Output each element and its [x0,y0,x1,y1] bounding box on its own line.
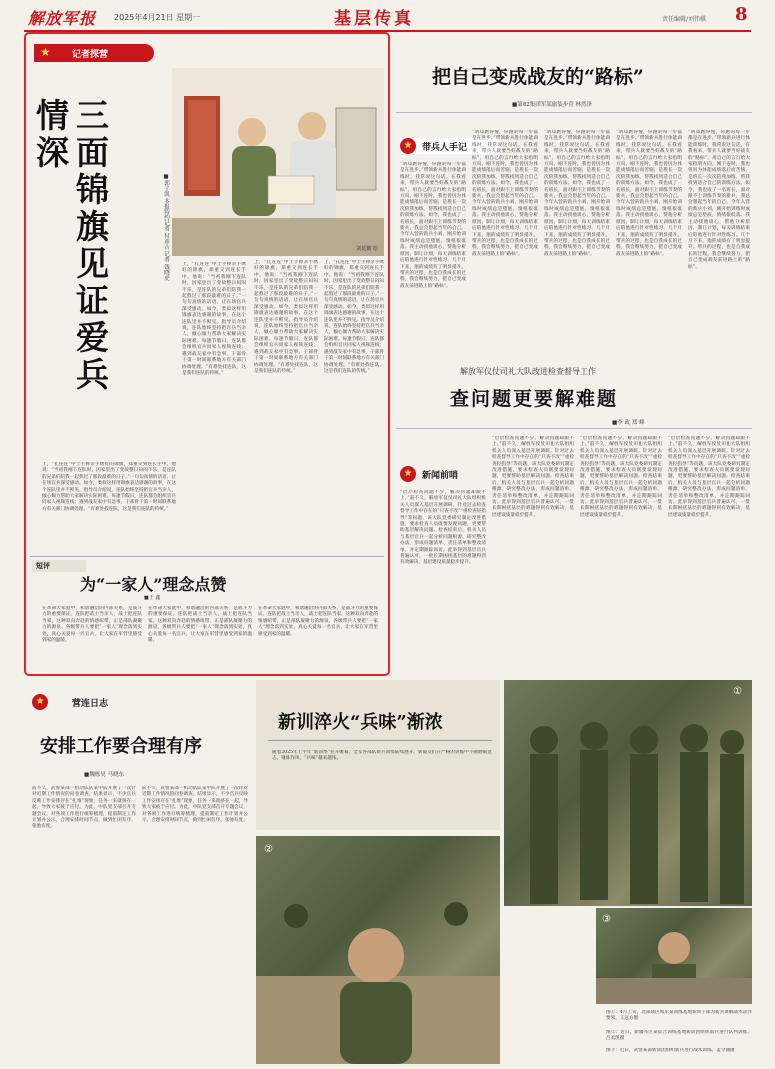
illustration-credit: 刘延鹏 绘 [356,246,378,252]
special-byline: ■李 政 郑 峰 [612,420,645,426]
special-body-col3: “层层检查问题不少，解决问题却跟不上。”前不久，解放军仪仗司礼大队组织机关人员深入基层开展调研。针对过去检查督导工作中存在的“只查不改”“重检查轻指导”等问题，该大队党委研究制定改进措施，要求检查人员既要发现问题，更要帮助基层解决问题。检查结束后，机关人员与基层官兵一起分析问题根源、研究整改办法，形成问题清单、责任清单和整改清单，并定期跟踪回访。此举得到基层官兵普遍认可，一批长期困扰基层的难题得到有效解决，基层建设质量稳步提升。 [580,436,662,518]
newspaper-logo: 解放军报 [28,9,97,28]
special-article [396,356,752,676]
left-body-col2: 上，“孔连连”中士手捧亲手绣好的锦旗，郑重交到连长手中。他说：“当初我刚下连队时，因家里出了变故整日闷闷不乐，是连队的兄弟们陪我一起熬过了那段最难的日子。”一句句真情的话语，让在场官兵深受感动。如今，类似这样用锦旗表达感谢的故事，在这个连队里并不鲜见。指导员介绍说，连队始终坚持把官兵当亲人，倾心倾力帮助大家解决实际困难。每逢节假日，连队都会组织官兵同家人视频连线；遇到战友家中有急事，干部骨干第一时间联系地方有关部门协调处理。“有难处找连队，这是我们连队的传统。” [254,260,318,374]
commentary-divider [30,556,384,557]
masthead [0,0,775,36]
camp-diary-body-col1: 前不久，武警某部一机动队队某中队开展了一次针对近期工作情况的问卷调查。结果显示，不少官兵反映工作安排存在“扎堆”现象，任务一来就挤在一起，导致大家疲于应付。为此，中队党支部召开专题会议，对各项工作进行统筹梳理，提前制定工作计划并公示，合理安排时间节点，做到忙闲有序、张弛有度。 [32,786,136,830]
photo-story-intro: 随着2025年上半年“新训季”拉开帷幕，全军各部队新兵训练陆续展开。新战友们在严格的训练中不断磨砺意志、锤炼作风，“兵味”越来越浓。 [272,750,492,762]
feature-body-col1: “明知跑得慢，你跑的每一步都是在进步。”带领新兵进行体能训练时，我常说这句话。在我看来，带兵人就要当好战友的“路标”，用自己的言行给大家指明方向。刚下连时，我也曾因为体能成绩落后而苦恼，是班长一次次陪我加练，帮我找到适合自己的训练方法。如今，我也成了一名班长，面对跟不上训练节奏的新兵，我总会想起当年的自己。今年入营的新兵小刘，刚开始训练时成绩总是垫底，情绪很低落。我主动找他谈心，帮他分析原因、制订计划，每天训练结束后陪他进行针对性练习。几个月下来，他的成绩有了明显提升。带兵的过程，也是自我成长的过程。我会继续努力，把自己变成战友前进路上的“路标”。 [400,162,466,289]
special-headline: 查问题更要解难题 [450,388,619,410]
training-photo-3 [596,908,752,1004]
star-icon: ★ [400,138,416,154]
feature-byline: ■第82集团军某旅装步营 林然泽 [512,102,592,108]
masthead-rule [24,30,751,32]
camp-diary-byline: ■魏栋昊 马晓东 [84,772,124,778]
photo-number-1: ① [733,686,742,697]
star-icon: ★ [400,466,416,482]
feature-label: ★ 带兵人手记 [400,138,500,154]
section-title: 基层传真 [334,9,414,29]
star-icon: ★ [32,694,48,710]
commentary-label: 短评 [32,560,86,572]
commentary-headline: 为“一家人”理念点赞 [80,575,227,594]
special-body-col4: “层层检查问题不少，解决问题却跟不上。”前不久，解放军仪仗司礼大队组织机关人员深入基层开展调研。针对过去检查督导工作中存在的“只查不改”“重检查轻指导”等问题，该大队党委研究制定改进措施，要求检查人员既要发现问题，更要帮助基层解决问题。检查结束后，机关人员与基层官兵一起分析问题根源、研究整改办法，形成问题清单、责任清单和整改清单，并定期跟踪回访。此举得到基层官兵普遍认可，一批长期困扰基层的难题得到有效解决，基层建设质量稳步提升。 [668,436,750,518]
caption-1: 图①：4月上旬，北部战区海军某训练基地新训干部为新兵讲解战术动作要领。王远方摄 [606,1010,752,1022]
issue-date: 2025年4月21日 星期一 [114,13,201,22]
photo-story-headline: 新训淬火“兵味”渐浓 [278,712,443,733]
photo-number-3: ③ [602,914,611,925]
photo-story-rule [268,740,492,741]
star-icon: ★ [40,45,51,59]
soldier-illustration [172,68,384,256]
special-kicker: 解放军仪仗司礼大队改进检查督导工作 [460,367,596,376]
feature-headline: 把自己变成战友的“路标” [432,66,644,88]
feature-rule [396,112,752,113]
feature-body-col4: “明知跑得慢，你跑的每一步都是在进步。”带领新兵进行体能训练时，我常说这句话。在我看来，带兵人就要当好战友的“路标”，用自己的言行给大家指明方向。刚下连时，我也曾因为体能成绩落后而苦恼，是班长一次次陪我加练，帮我找到适合自己的训练方法。如今，我也成了一名班长，面对跟不上训练节奏的新兵，我总会想起当年的自己。今年入营的新兵小刘，刚开始训练时成绩总是垫底，情绪很低落。我主动找他谈心，帮他分析原因、制订计划，每天训练结束后陪他进行针对性练习。几个月下来，他的成绩有了明显提升。带兵的过程，也是自我成长的过程。我会继续努力，把自己变成战友前进路上的“路标”。 [616,130,682,257]
commentary-body-col1: 在革命大家庭中，和谐融洽的内部关系，是战斗力的重要保证。连队把战士当亲人，战士把连队当家，这种双向奔赴的情感纽带，正是部队凝聚力的源泉。各级带兵人要把“一家人”理念落到实处，真心关爱每一名官兵，让大家在军营里感受到家的温暖。 [42,606,142,644]
left-headline: 三面锦旗见证爱兵情深 [31,98,110,394]
caption-3: 图③：近日，武警某部新训团组织新兵进行战术训练。孟令涵摄 [606,1048,735,1053]
feature-body-col3: “明知跑得慢，你跑的每一步都是在进步。”带领新兵进行体能训练时，我常说这句话。在我看来，带兵人就要当好战友的“路标”，用自己的言行给大家指明方向。刚下连时，我也曾因为体能成绩落后而苦恼，是班长一次次陪我加练，帮我找到适合自己的训练方法。如今，我也成了一名班长，面对跟不上训练节奏的新兵，我总会想起当年的自己。今年入营的新兵小刘，刚开始训练时成绩总是垫底，情绪很低落。我主动找他谈心，帮他分析原因、制订计划，每天训练结束后陪他进行针对性练习。几个月下来，他的成绩有了明显提升。带兵的过程，也是自我成长的过程。我会继续努力，把自己变成战友前进路上的“路标”。 [544,130,610,257]
feature-article [396,34,752,394]
photo-story [256,680,752,1064]
camp-diary-article [26,686,252,1064]
caption-2: 图②：近日，新疆军区某综合训练基地新训团组织新兵进行队列训练。吕丞凯摄 [606,1030,752,1042]
special-body-col1: “层层检查问题不少，解决问题却跟不上。”前不久，解放军仪仗司礼大队组织机关人员深入基层开展调研。针对过去检查督导工作中存在的“只查不改”“重检查轻指导”等问题，该大队党委研究制定改进措施，要求检查人员既要发现问题，更要帮助基层解决问题。检查结束后，机关人员与基层官兵一起分析问题根源、研究整改办法，形成问题清单、责任清单和整改清单，并定期跟踪回访。此举得到基层官兵普遍认可，一批长期困扰基层的难题得到有效解决，基层建设质量稳步提升。 [400,490,486,566]
photo-number-2: ② [264,844,273,855]
editor-credit: 责任编辑/刘伟棋 [662,16,707,23]
special-label: ★ 新闻前哨 [400,466,500,482]
left-body-col1: 上，“孔连连”中士手捧亲手绣好的锦旗，郑重交到连长手中。他说：“当初我刚下连队时，因家里出了变故整日闷闷不乐，是连队的兄弟们陪我一起熬过了那段最难的日子。”一句句真情的话语，让在场官兵深受感动。如今，类似这样用锦旗表达感谢的故事，在这个连队里并不鲜见。指导员介绍说，连队始终坚持把官兵当亲人，倾心倾力帮助大家解决实际困难。每逢节假日，连队都会组织官兵同家人视频连线；遇到战友家中有急事，干部骨干第一时间联系地方有关部门协调处理。“有难处找连队，这是我们连队的传统。” [182,262,246,376]
left-body-col0: 上，“孔连连”中士手捧亲手绣好的锦旗，郑重交到连长手中。他说：“当初我刚下连队时，因家里出了变故整日闷闷不乐，是连队的兄弟们陪我一起熬过了那段最难的日子。”一句句真情的话语，让在场官兵深受感动。如今，类似这样用锦旗表达感谢的故事，在这个连队里并不鲜见。指导员介绍说，连队始终坚持把官兵当亲人，倾心倾力帮助大家解决实际困难。每逢节假日，连队都会组织官兵同家人视频连线；遇到战友家中有急事，干部骨干第一时间联系地方有关部门协调处理。“有难处找连队，这是我们连队的传统。” [42,462,176,512]
special-rule [396,428,752,429]
photo-captions [506,908,592,1064]
left-byline: ■郭子凯 本报特约记者 付彦吉 记者 钱晓虎 [163,174,169,281]
camp-diary-label: ★ 营连日志 [32,694,142,710]
commentary-body-col2: 在革命大家庭中，和谐融洽的内部关系，是战斗力的重要保证。连队把战士当亲人，战士把连队当家，这种双向奔赴的情感纽带，正是部队凝聚力的源泉。各级带兵人要把“一家人”理念落到实处，真心关爱每一名官兵，让大家在军营里感受到家的温暖。 [148,606,252,644]
training-photo-1 [504,680,752,906]
special-body-col2: “层层检查问题不少，解决问题却跟不上。”前不久，解放军仪仗司礼大队组织机关人员深入基层开展调研。针对过去检查督导工作中存在的“只查不改”“重检查轻指导”等问题，该大队党委研究制定改进措施，要求检查人员既要发现问题，更要帮助基层解决问题。检查结束后，机关人员与基层官兵一起分析问题根源、研究整改办法，形成问题清单、责任清单和整改清单，并定期跟踪回访。此举得到基层官兵普遍认可，一批长期困扰基层的难题得到有效解决，基层建设质量稳步提升。 [492,436,574,518]
training-photo-2 [256,836,500,1064]
left-article[interactable] [26,34,388,674]
feature-body-col2: “明知跑得慢，你跑的每一步都是在进步。”带领新兵进行体能训练时，我常说这句话。在我看来，带兵人就要当好战友的“路标”，用自己的言行给大家指明方向。刚下连时，我也曾因为体能成绩落后而苦恼，是班长一次次陪我加练，帮我找到适合自己的训练方法。如今，我也成了一名班长，面对跟不上训练节奏的新兵，我总会想起当年的自己。今年入营的新兵小刘，刚开始训练时成绩总是垫底，情绪很低落。我主动找他谈心，帮他分析原因、制订计划，每天训练结束后陪他进行针对性练习。几个月下来，他的成绩有了明显提升。带兵的过程，也是自我成长的过程。我会继续努力，把自己变成战友前进路上的“路标”。 [472,130,538,257]
section-label-reporter: ★ 记者探营 [34,44,154,62]
page-number: 8 [735,4,748,25]
commentary-body-col3: 在革命大家庭中，和谐融洽的内部关系，是战斗力的重要保证。连队把战士当亲人，战士把连队当家，这种双向奔赴的情感纽带，正是部队凝聚力的源泉。各级带兵人要把“一家人”理念落到实处，真心关爱每一名官兵，让大家在军营里感受到家的温暖。 [258,606,378,637]
feature-body-col5: “明知跑得慢，你跑的每一步都是在进步。”带领新兵进行体能训练时，我常说这句话。在我看来，带兵人就要当好战友的“路标”，用自己的言行给大家指明方向。刚下连时，我也曾因为体能成绩落后而苦恼，是班长一次次陪我加练，帮我找到适合自己的训练方法。如今，我也成了一名班长，面对跟不上训练节奏的新兵，我总会想起当年的自己。今年入营的新兵小刘，刚开始训练时成绩总是垫底，情绪很低落。我主动找他谈心，帮他分析原因、制订计划，每天训练结束后陪他进行针对性练习。几个月下来，他的成绩有了明显提升。带兵的过程，也是自我成长的过程。我会继续努力，把自己变成战友前进路上的“路标”。 [688,130,750,270]
commentary-byline: ■王 鑫 [144,595,161,601]
camp-diary-body-col2: 前不久，武警某部一机动队队某中队开展了一次针对近期工作情况的问卷调查。结果显示，不少官兵反映工作安排存在“扎堆”现象，任务一来就挤在一起，导致大家疲于应付。为此，中队党支部召开专题会议，对各项工作进行统筹梳理，提前制定工作计划并公示，合理安排时间节点，做到忙闲有序、张弛有度。 [142,786,248,824]
camp-diary-headline: 安排工作要合理有序 [40,736,202,757]
left-body-col3: 上，“孔连连”中士手捧亲手绣好的锦旗，郑重交到连长手中。他说：“当初我刚下连队时，因家里出了变故整日闷闷不乐，是连队的兄弟们陪我一起熬过了那段最难的日子。”一句句真情的话语，让在场官兵深受感动。如今，类似这样用锦旗表达感谢的故事，在这个连队里并不鲜见。指导员介绍说，连队始终坚持把官兵当亲人，倾心倾力帮助大家解决实际困难。每逢节假日，连队都会组织官兵同家人视频连线；遇到战友家中有急事，干部骨干第一时间联系地方有关部门协调处理。“有难处找连队，这是我们连队的传统。” [324,260,384,374]
